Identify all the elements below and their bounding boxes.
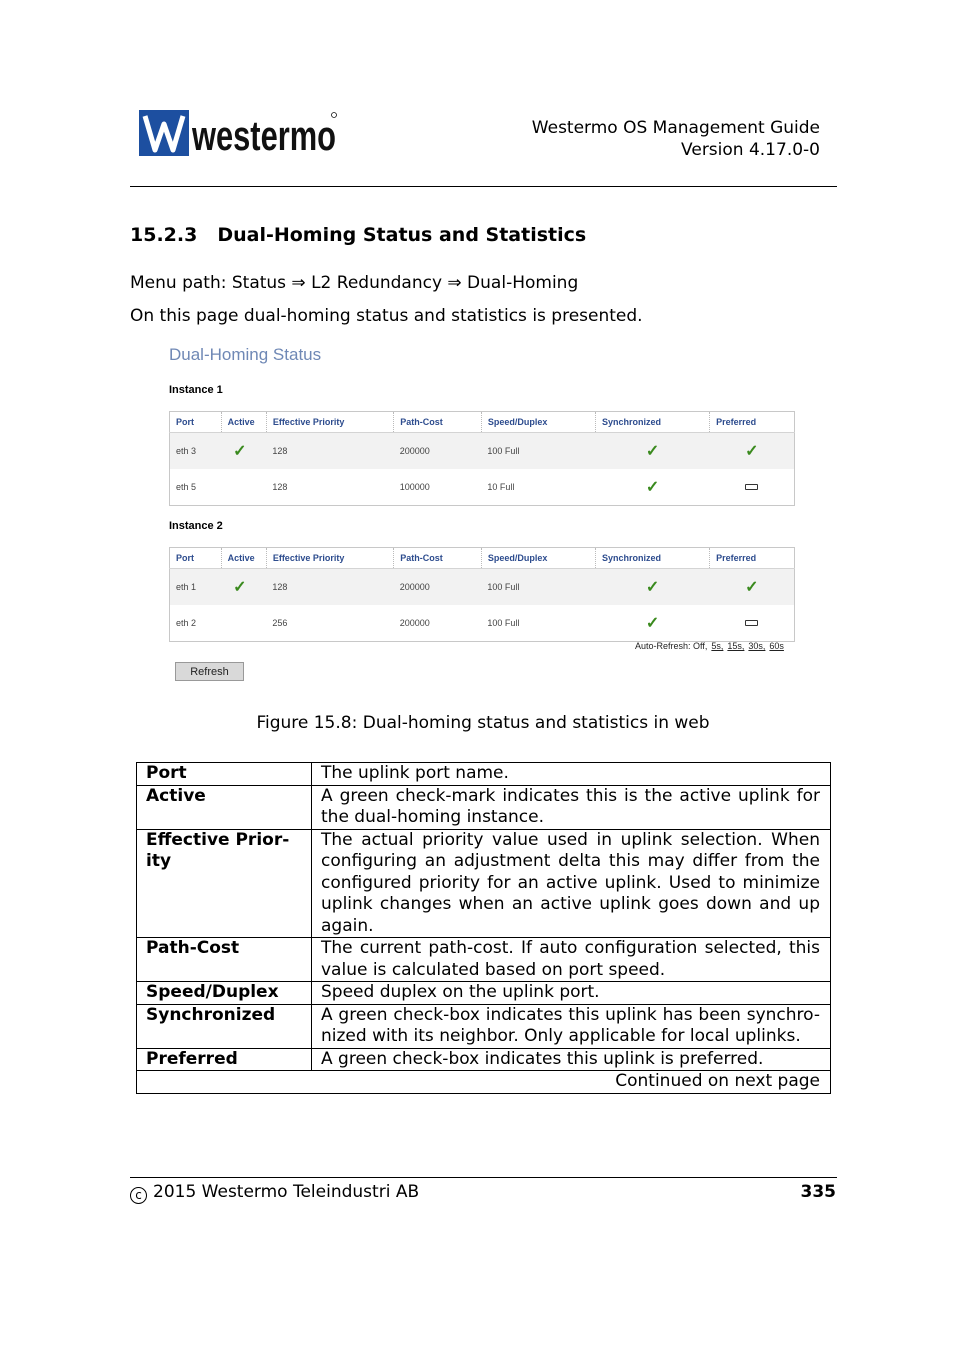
column-header: Effective Priority: [266, 412, 393, 433]
column-header: Speed/Duplex: [481, 412, 595, 433]
continued-row: [137, 1071, 831, 1094]
auto-refresh-30s[interactable]: 30s,: [748, 641, 766, 651]
field-term: Speed/Duplex: [137, 982, 312, 1005]
dash-icon: [745, 484, 758, 490]
synchronized-cell: [596, 469, 710, 506]
field-term: Active: [137, 785, 312, 829]
header-rule: [130, 186, 837, 187]
field-description: The uplink port name.: [312, 763, 831, 786]
page-number: 335: [800, 1182, 836, 1202]
field-description: Speed duplex on the uplink port.: [312, 982, 831, 1005]
refresh-button[interactable]: Refresh: [175, 662, 244, 681]
port-cell: eth 3: [170, 433, 222, 470]
copyright: [130, 1182, 419, 1204]
table-row: [170, 433, 795, 470]
logo-text: westermo: [191, 112, 336, 159]
auto-refresh: [635, 641, 784, 651]
section-title: Dual-Homing Status and Statistics: [217, 224, 587, 246]
description-row: [137, 829, 831, 938]
preferred-cell: [710, 569, 795, 606]
table-row: [170, 469, 795, 506]
column-header: Preferred: [710, 412, 795, 433]
auto-refresh-label: Auto-Refresh: Off,: [635, 641, 708, 651]
path-cost-cell: 200000: [394, 433, 482, 470]
column-header: Port: [170, 412, 222, 433]
preferred-cell: [710, 433, 795, 470]
synchronized-cell: [596, 605, 710, 642]
column-header: Port: [170, 548, 222, 569]
synchronized-cell: [596, 569, 710, 606]
checkmark-icon: ✓: [745, 579, 759, 596]
synchronized-cell: [596, 433, 710, 470]
checkmark-icon: ✓: [645, 443, 660, 460]
column-header: Path-Cost: [394, 412, 482, 433]
guide-version: Version 4.17.0-0: [681, 140, 820, 160]
path-cost-cell: 200000: [399, 618, 430, 628]
active-cell: [221, 605, 266, 642]
instance-1-table: [169, 411, 795, 506]
continued-note: Continued on next page: [137, 1071, 831, 1094]
speed-cell: 100 Full: [481, 433, 595, 470]
auto-refresh-60s[interactable]: 60s: [769, 641, 784, 651]
copyright-icon: c: [130, 1187, 147, 1204]
table-header-row: [170, 548, 795, 569]
dash-icon: [745, 620, 758, 626]
table-header-row: [170, 412, 795, 433]
priority-cell: 128: [266, 433, 393, 470]
guide-title: Westermo OS Management Guide: [531, 118, 820, 138]
field-description-table: [136, 762, 831, 1094]
field-description: A green check-mark indicates this is the active uplink for the dual-homing instance.: [312, 785, 831, 829]
speed-cell: 100 Full: [487, 618, 520, 628]
speed-cell: 10 Full: [487, 482, 515, 492]
priority-cell: 128: [272, 482, 288, 492]
field-term: Preferred: [137, 1048, 312, 1071]
field-term: Synchronized: [137, 1004, 312, 1048]
column-header: Effective Priority: [266, 548, 393, 569]
speed-cell: 100 Full: [481, 569, 595, 606]
column-header: Active: [221, 412, 266, 433]
auto-refresh-5s[interactable]: 5s,: [711, 641, 724, 651]
figure-caption: Figure 15.8: Dual-homing status and statistics in web: [256, 713, 710, 733]
port-cell: eth 5: [176, 482, 197, 492]
port-cell: eth 2: [176, 618, 197, 628]
column-header: Synchronized: [596, 412, 710, 433]
column-header: Synchronized: [596, 548, 710, 569]
table-row: [170, 569, 795, 606]
priority-cell: 256: [272, 618, 288, 628]
checkmark-icon: ✓: [745, 443, 759, 460]
preferred-cell: [710, 605, 795, 642]
section-number: 15.2.3: [130, 224, 198, 246]
path-cost-cell: 100000: [399, 482, 430, 492]
checkmark-icon: ✓: [645, 579, 660, 596]
menu-path: Menu path: Status ⇒ L2 Redundancy ⇒ Dual-Homing: [130, 273, 579, 293]
checkmark-icon: ✓: [233, 579, 247, 596]
field-term: Path-Cost: [137, 938, 312, 982]
preferred-cell: [710, 469, 795, 506]
column-header: Path-Cost: [394, 548, 482, 569]
column-header: Preferred: [710, 548, 795, 569]
instance-2-table: [169, 547, 795, 642]
column-header: Active: [221, 548, 266, 569]
footer-rule: [130, 1177, 837, 1178]
westermo-logo: [139, 110, 339, 158]
intro-paragraph: On this page dual-homing status and statistics is presented.: [130, 306, 643, 326]
copyright-text: 2015 Westermo Teleindustri AB: [153, 1182, 420, 1202]
path-cost-cell: 200000: [394, 569, 482, 606]
priority-cell: 128: [266, 569, 393, 606]
table-row: [170, 605, 795, 642]
active-cell: [221, 569, 266, 606]
checkmark-icon: ✓: [645, 479, 660, 496]
auto-refresh-15s[interactable]: 15s,: [727, 641, 745, 651]
field-term: Effective Prior-ity: [137, 829, 312, 938]
description-row: [137, 785, 831, 829]
field-description: A green check-box indicates this uplink has been synchro-nized with its neighbor. Only applicable for local uplinks.: [312, 1004, 831, 1048]
port-cell: eth 1: [170, 569, 222, 606]
description-row: [137, 1048, 831, 1071]
field-term: Port: [137, 763, 312, 786]
instance-2-title: Instance 2: [169, 520, 223, 532]
description-row: [137, 982, 831, 1005]
active-cell: [221, 433, 266, 470]
active-cell: [221, 469, 266, 506]
description-row: [137, 1004, 831, 1048]
section-heading: [130, 224, 586, 246]
field-description: The actual priority value used in uplink selection. When configuring an adjustment delta this may differ from the configured priority for an active uplink. Used to minimize uplink changes when an active uplink goes down and up again.: [312, 829, 831, 938]
figure-title: Dual-Homing Status: [169, 345, 322, 364]
column-header: Speed/Duplex: [481, 548, 595, 569]
checkmark-icon: ✓: [645, 615, 660, 632]
checkmark-icon: ✓: [233, 443, 247, 460]
description-row: [137, 763, 831, 786]
field-description: The current path-cost. If auto configuration selected, this value is calculated based on port speed.: [312, 938, 831, 982]
description-row: [137, 938, 831, 982]
field-description: A green check-box indicates this uplink is preferred.: [312, 1048, 831, 1071]
instance-1-title: Instance 1: [169, 384, 223, 396]
